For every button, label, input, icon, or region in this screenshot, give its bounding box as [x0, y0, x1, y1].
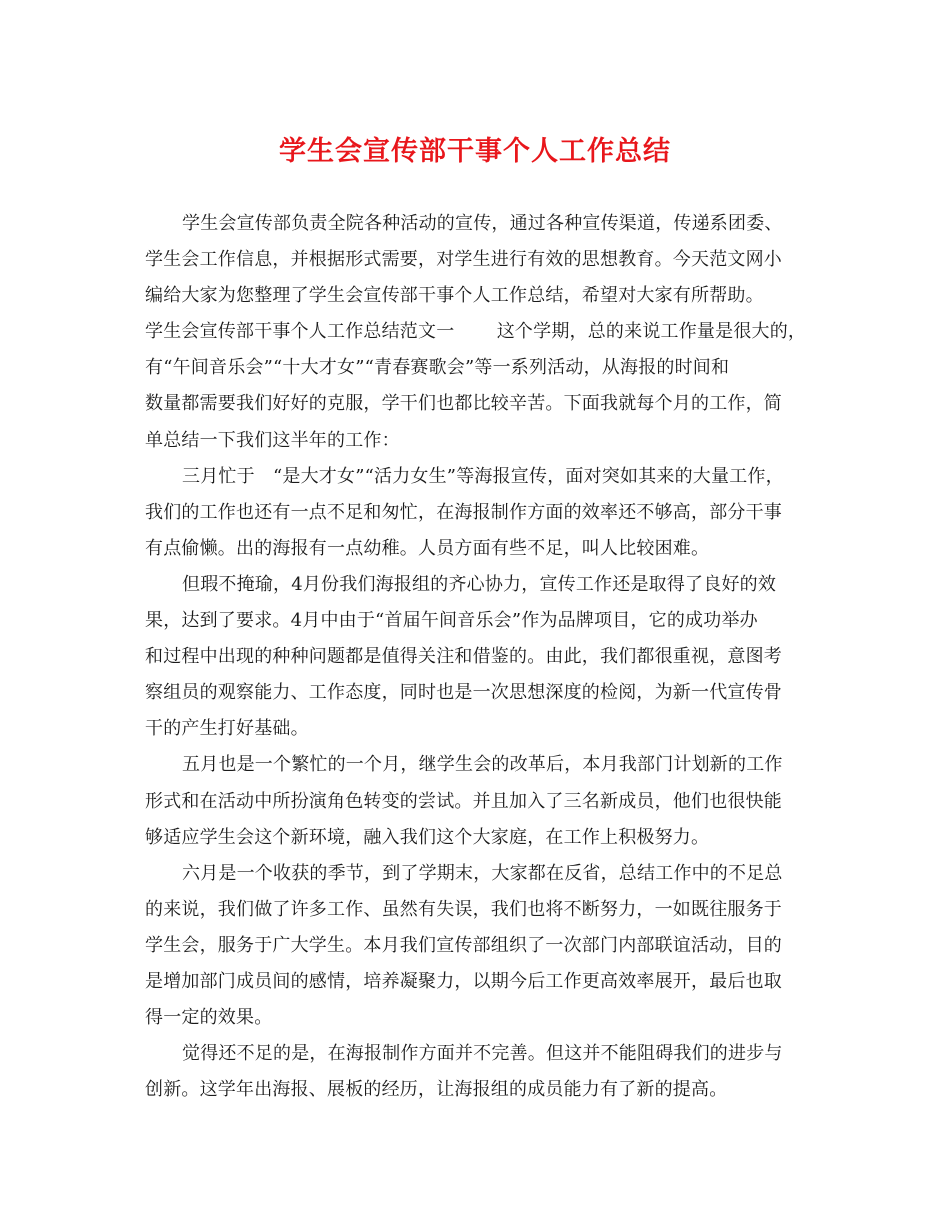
body-text-line: 察组员的观察能力、工作态度，同时也是一次思想深度的检阅，为新一代宣传骨 — [145, 682, 782, 704]
body-text-line: 学生会，服务于广大学生。本月我们宣传部组织了一次部门内部联谊活动，目的 — [145, 934, 782, 956]
body-text-line: 有点偷懒。出的海报有一点幼稚。人员方面有些不足，叫人比较困难。 — [145, 537, 710, 559]
body-text-line: 学生会宣传部干事个人工作总结范文一 这个学期，总的来说工作量是很大的， — [145, 321, 807, 343]
body-text-line: 形式和在活动中所扮演角色转变的尝试。并且加入了三名新成员，他们也很快能 — [145, 790, 782, 812]
body-text-line: 和过程中出现的种种问题都是值得关注和借鉴的。由此，我们都很重视，意图考 — [145, 646, 782, 668]
body-text-line: 是增加部门成员间的感情，培养凝聚力，以期今后工作更高效率展开，最后也取 — [145, 970, 782, 992]
body-text-line: 五月也是一个繁忙的一个月，继学生会的改革后，本月我部门计划新的工作 — [182, 754, 783, 776]
body-text-line: 三月忙于 “是大才女”“活力女生”等海报宣传，面对突如其来的大量工作， — [182, 465, 784, 487]
document-body — [145, 206, 825, 1108]
body-text-line: 我们的工作也还有一点不足和匆忙，在海报制作方面的效率还不够高，部分干事 — [145, 501, 782, 523]
body-text-line: 编给大家为您整理了学生会宣传部干事个人工作总结，希望对大家有所帮助。 — [145, 285, 764, 307]
body-text-line: 但瑕不掩瑜，4月份我们海报组的齐心协力，宣传工作还是取得了良好的效 — [182, 573, 777, 595]
body-text-line: 果，达到了要求。4月中由于“首届午间音乐会”作为品牌项目，它的成功举办 — [145, 610, 758, 632]
body-text-line: 学生会宣传部负责全院各种活动的宣传，通过各种宣传渠道，传递系团委、 — [182, 213, 783, 234]
body-text-line: 创新。这学年出海报、展板的经历，让海报组的成员能力有了新的提高。 — [145, 1079, 728, 1101]
body-text-line: 的来说，我们做了许多工作、虽然有失误，我们也将不断努力，一如既往服务于 — [145, 898, 782, 920]
body-text-line: 数量都需要我们好好的克服，学干们也都比较辛苦。下面我就每个月的工作，简 — [145, 393, 782, 415]
body-text-line: 觉得还不足的是，在海报制作方面并不完善。但这并不能阻碍我们的进步与 — [182, 1043, 783, 1065]
body-text-line: 学生会工作信息，并根据形式需要，对学生进行有效的思想教育。今天范文网小 — [145, 249, 782, 271]
body-text-line: 够适应学生会这个新环境，融入我们这个大家庭，在工作上积极努力。 — [145, 826, 710, 848]
document-title: 学生会宣传部干事个人工作总结 — [279, 136, 671, 167]
body-text-line: 六月是一个收获的季节，到了学期末，大家都在反省，总结工作中的不足总 — [182, 862, 783, 884]
body-text-line: 干的产生打好基础。 — [145, 718, 309, 740]
body-text-line: 有“午间音乐会”“十大才女”“青春赛歌会”等一系列活动，从海报的时间和 — [145, 357, 730, 379]
body-text-line: 单总结一下我们这半年的工作： — [145, 429, 400, 451]
body-text-line: 得一定的效果。 — [145, 1007, 273, 1029]
